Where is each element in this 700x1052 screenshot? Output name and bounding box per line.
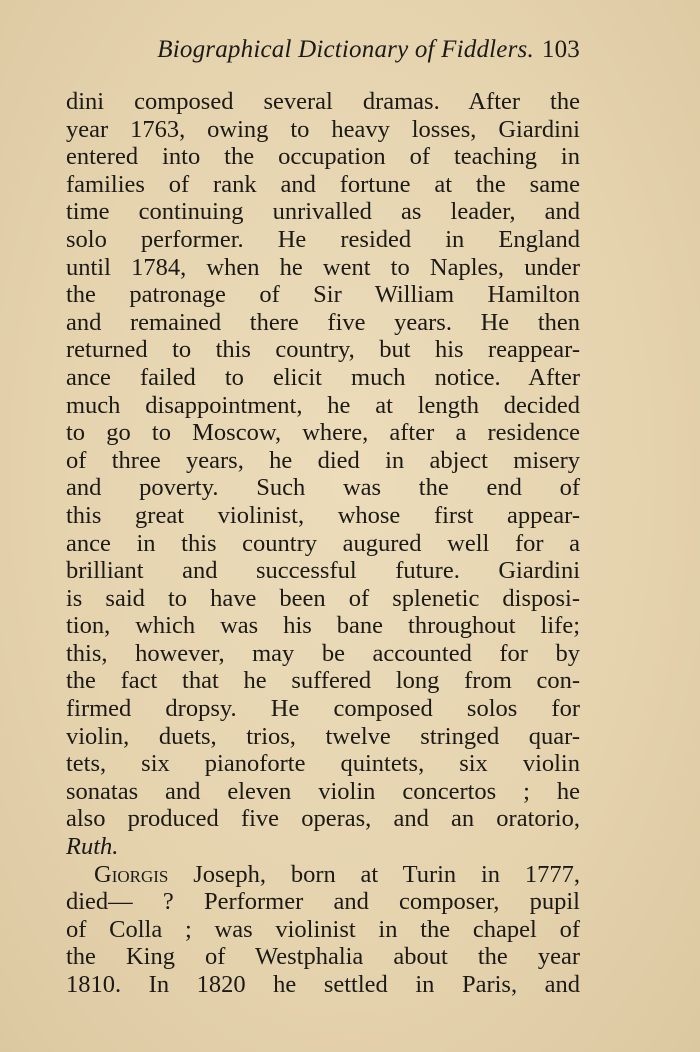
text-line: sonatas and eleven violin concertos ; he: [66, 777, 580, 805]
text-line: solo performer. He resided in England: [66, 225, 580, 253]
text-line: and remained there five years. He then: [66, 308, 580, 336]
text-line: until 1784, when he went to Naples, under: [66, 253, 580, 281]
text-line: much disappointment, he at length decided: [66, 391, 580, 419]
text-line: firmed dropsy. He composed solos for: [66, 695, 580, 723]
text-line: is said to have been of splenetic disposi-: [66, 584, 580, 612]
body-text: [66, 88, 580, 999]
text-line: the King of Westphalia about the year: [66, 943, 580, 971]
text-line: entered into the occupation of teaching in: [66, 143, 580, 171]
text-line: of Colla ; was violinist in the chapel of: [66, 915, 580, 943]
text-line: ance in this country augured well for a: [66, 529, 580, 557]
page-number: 103: [541, 36, 580, 63]
text-line: died— ? Performer and composer, pupil: [66, 888, 580, 916]
text-line: this, however, may be accounted for by: [66, 639, 580, 667]
running-head: [66, 34, 580, 66]
text-line: returned to this country, but his reappear-: [66, 336, 580, 364]
text-line: this great violinist, whose first appear-: [66, 501, 580, 529]
text-line: of three years, he died in abject misery: [66, 446, 580, 474]
text-line: and poverty. Such was the end of: [66, 474, 580, 502]
text-line: brilliant and successful future. Giardini: [66, 557, 580, 585]
text-line: the fact that he suffered long from con-: [66, 667, 580, 695]
entry-first-line: [66, 861, 580, 889]
entry-first-line-text: Joseph, born at Turin in 1777,: [168, 860, 580, 888]
entry-name: Giorgis: [94, 860, 169, 888]
text-line: families of rank and fortune at the same: [66, 170, 580, 198]
text-line: tion, which was his bane throughout life;: [66, 612, 580, 640]
text-line: 1810. In 1820 he settled in Paris, and: [66, 971, 580, 998]
work-title-ruth: Ruth.: [66, 833, 119, 861]
running-title: Biographical Dictionary of Fiddlers.: [157, 36, 534, 63]
text-line: dini composed several dramas. After the: [66, 88, 580, 115]
text-line: also produced five operas, and an oratorio,: [66, 805, 580, 833]
text-line: time continuing unrivalled as leader, and: [66, 198, 580, 226]
text-line: tets, six pianoforte quintets, six violin: [66, 750, 580, 778]
text-line: ance failed to elicit much notice. After: [66, 363, 580, 391]
text-line: violin, duets, trios, twelve stringed quar-: [66, 722, 580, 750]
text-line: year 1763, owing to heavy losses, Giardini: [66, 115, 580, 143]
text-line: to go to Moscow, where, after a residence: [66, 419, 580, 447]
text-line: the patronage of Sir William Hamilton: [66, 281, 580, 309]
